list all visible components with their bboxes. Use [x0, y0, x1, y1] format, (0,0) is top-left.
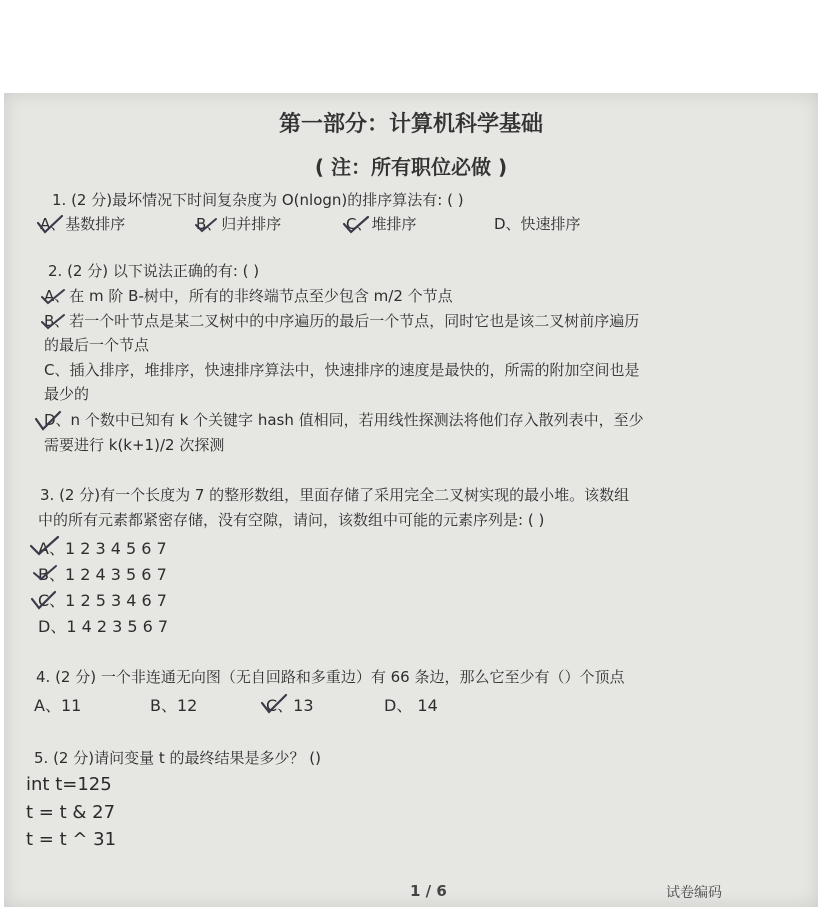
- q2-line-c: C、插入排序，堆排序，快速排序算法中，快速排序的速度是最快的，所需的附加空间也是: [44, 361, 640, 379]
- section-title: 第一部分：计算机科学基础: [278, 112, 543, 137]
- q5-stem: 5. (2 分)请问变量 t 的最终结果是多少？ (): [34, 749, 321, 767]
- q2-line-a: A、在 m 阶 B-树中，所有的非终端节点至少包含 m/2 个节点: [44, 287, 453, 305]
- q1-option-c: C、堆排序: [346, 215, 417, 233]
- check-mark-icon: [30, 537, 58, 557]
- q3-stem-line-2: 中的所有元素都紧密存储，没有空隙，请问，该数组中可能的元素序列是: ( ): [38, 511, 545, 529]
- exam-code-label: 试卷编码: [666, 885, 722, 901]
- q2-line-d: D、n 个数中已知有 k 个关键字 hash 值相同，若用线性探测法将他们存入散列表中，至少: [44, 411, 644, 429]
- q5-code-line-3: t = t ^ 31: [26, 829, 117, 850]
- check-mark-icon: [32, 563, 60, 583]
- q5-code-line-1: int t=125: [26, 774, 112, 795]
- check-mark-icon: [40, 312, 68, 332]
- page-number: 1 / 6: [410, 882, 447, 900]
- q3-stem-line-1: 3. (2 分)有一个长度为 7 的整形数组，里面存储了采用完全二叉树实现的最小堆。该数组: [40, 486, 630, 504]
- check-mark-icon: [342, 215, 370, 235]
- q2-stem: 2. (2 分) 以下说法正确的有: ( ): [48, 262, 260, 280]
- q1-option-b: B、归并排序: [196, 215, 282, 233]
- q2-line-c-cont: 最少的: [44, 385, 90, 403]
- check-mark-icon: [36, 215, 64, 235]
- section-subtitle: ( 注：所有职位必做 ): [314, 155, 508, 179]
- q4-option-c: C、13: [266, 696, 314, 715]
- q3-option-b: B、1 2 4 3 5 6 7: [38, 565, 167, 584]
- q1-option-d: D、快速排序: [494, 215, 581, 233]
- q1-option-a: A、基数排序: [40, 215, 126, 233]
- q5-code-line-2: t = t & 27: [26, 802, 116, 823]
- q4-option-b: B、12: [150, 696, 198, 715]
- q2-line-b-cont: 的最后一个节点: [44, 336, 150, 354]
- check-mark-icon: [34, 411, 62, 431]
- check-mark-icon: [260, 694, 288, 714]
- q2-line-d-cont: 需要进行 k(k+1)/2 次探测: [44, 436, 225, 454]
- exam-paper: [4, 93, 818, 907]
- check-mark-icon: [40, 287, 68, 307]
- q4-option-a: A、11: [34, 696, 82, 715]
- q1-stem: 1. (2 分)最坏情况下时间复杂度为 O(nlogn)的排序算法有: ( ): [52, 191, 464, 209]
- check-mark-icon: [30, 590, 58, 610]
- q4-option-d: D、 14: [384, 696, 438, 715]
- check-mark-icon: [192, 215, 220, 235]
- q2-line-b: B、若一个叶节点是某二叉树中的中序遍历的最后一个节点，同时它也是该二叉树前序遍历: [44, 312, 640, 330]
- q3-option-d: D、1 4 2 3 5 6 7: [38, 617, 169, 636]
- q3-option-c: C、1 2 5 3 4 6 7: [38, 591, 167, 610]
- q4-stem: 4. (2 分) 一个非连通无向图（无自回路和多重边）有 66 条边，那么它至少有（）个顶点: [36, 668, 625, 686]
- q3-option-a: A、1 2 3 4 5 6 7: [38, 539, 167, 558]
